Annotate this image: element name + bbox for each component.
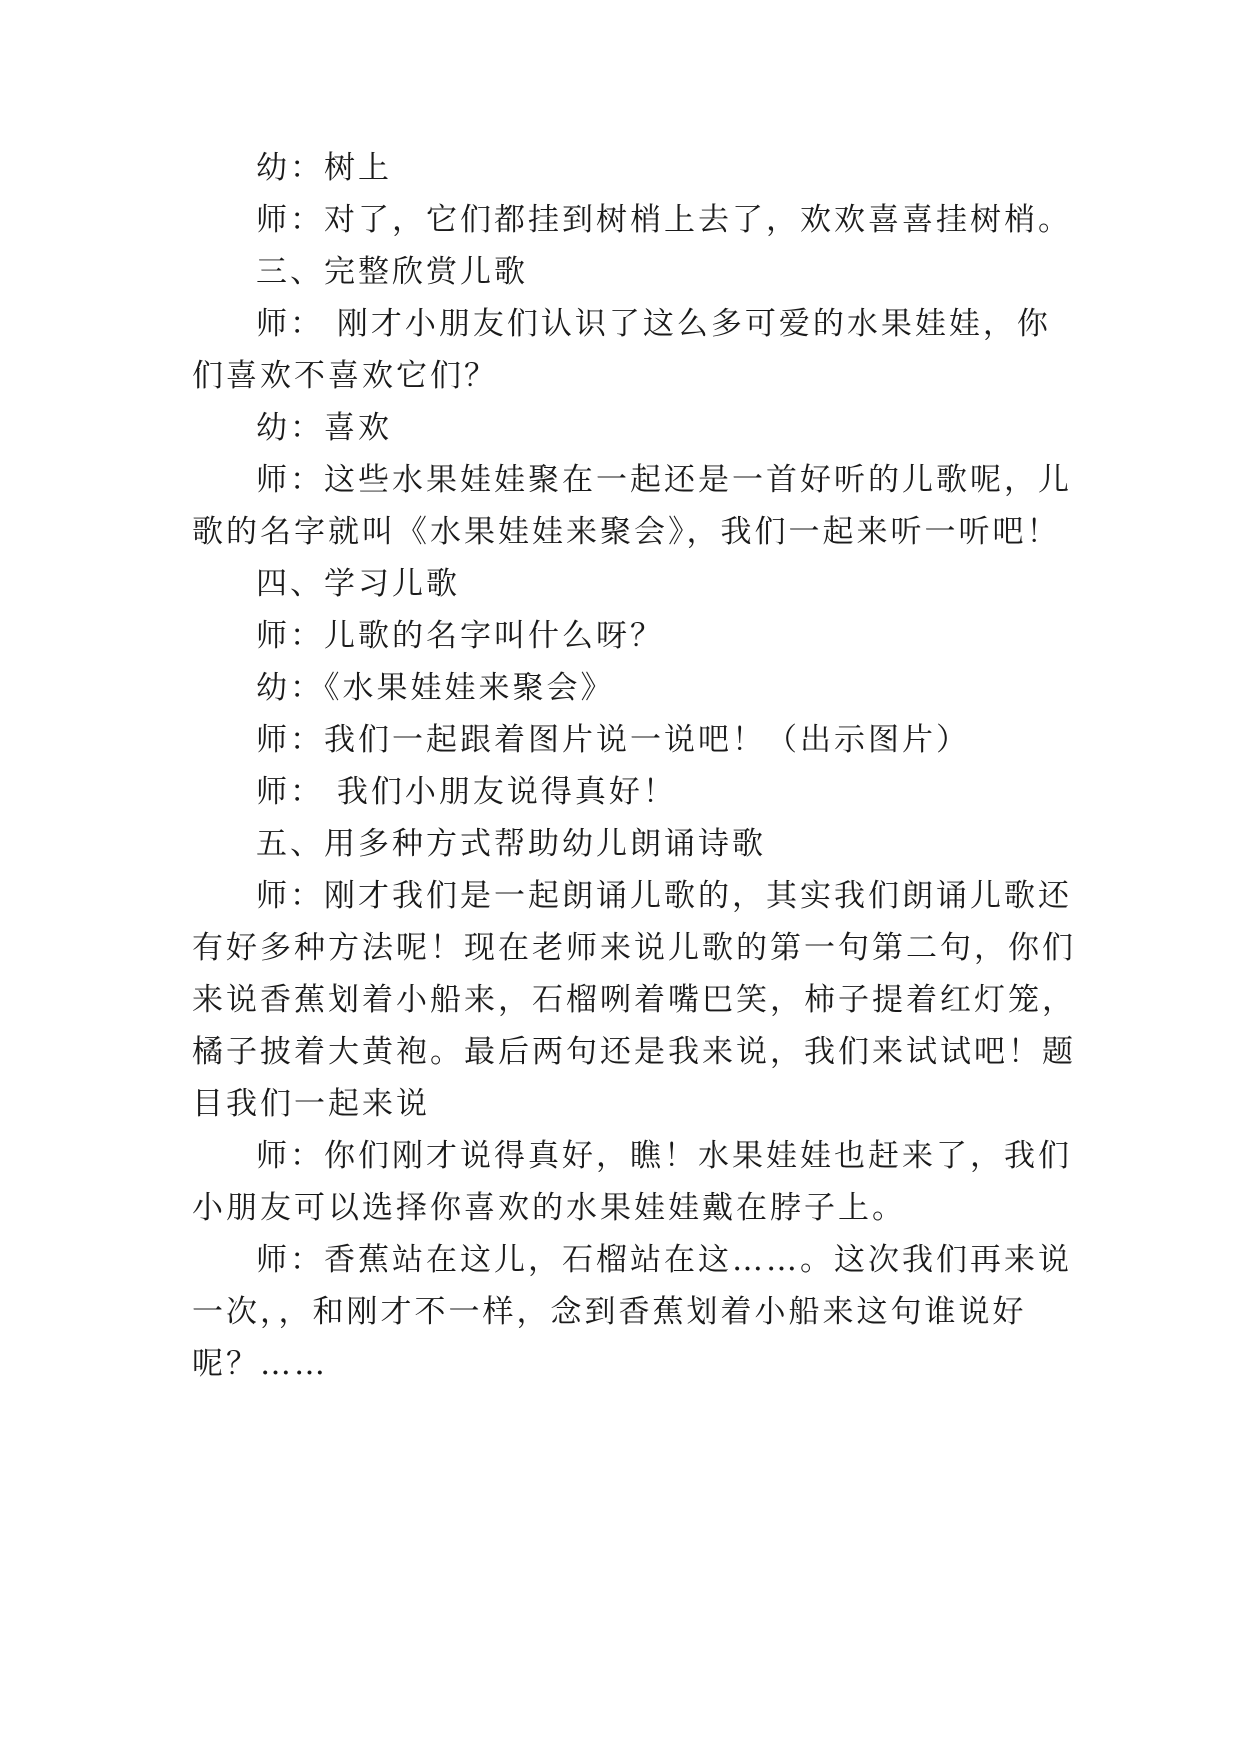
paragraph-line: 幼：喜欢 — [256, 410, 392, 446]
paragraph-line: 师：刚才我们是一起朗诵儿歌的，其实我们朗诵儿歌还 — [256, 878, 1072, 914]
paragraph-line: 幼：《水果娃娃来聚会》 — [256, 670, 615, 706]
paragraph-line: 幼：树上 — [256, 150, 392, 186]
paragraph-line: 小朋友可以选择你喜欢的水果娃娃戴在脖子上。 — [192, 1190, 906, 1226]
paragraph-line: 一次，，和刚才不一样，念到香蕉划着小船来这句谁说好 — [192, 1294, 1027, 1330]
section-heading: 四、学习儿歌 — [256, 566, 460, 602]
paragraph-line: 师： 刚才小朋友们认识了这么多可爱的水果娃娃，你 — [256, 306, 1051, 342]
section-heading: 三、完整欣赏儿歌 — [256, 254, 528, 290]
paragraph-line: 有好多种方法呢！现在老师来说儿歌的第一句第二句，你们 — [192, 930, 1076, 966]
paragraph-line: 师：你们刚才说得真好，瞧！水果娃娃也赶来了，我们 — [256, 1138, 1072, 1174]
paragraph-line: 师：对了，它们都挂到树梢上去了，欢欢喜喜挂树梢。 — [256, 202, 1072, 238]
paragraph-line: 橘子披着大黄袍。最后两句还是我来说，我们来试试吧！题 — [192, 1034, 1076, 1070]
paragraph-line: 师：我们一起跟着图片说一说吧！（出示图片） — [256, 722, 970, 758]
paragraph-line: 来说香蕉划着小船来，石榴咧着嘴巴笑，柿子提着红灯笼， — [192, 982, 1076, 1018]
paragraph-line: 呢？…… — [192, 1346, 328, 1382]
paragraph-line: 师：这些水果娃娃聚在一起还是一首好听的儿歌呢，儿 — [256, 462, 1072, 498]
paragraph-line: 师：香蕉站在这儿，石榴站在这……。这次我们再来说 — [256, 1242, 1072, 1278]
paragraph-line: 歌的名字就叫《水果娃娃来聚会》，我们一起来听一听吧！ — [192, 514, 1061, 550]
paragraph-line: 们喜欢不喜欢它们？ — [192, 358, 498, 394]
paragraph-line: 师： 我们小朋友说得真好！ — [256, 774, 677, 810]
paragraph-line: 目我们一起来说 — [192, 1086, 430, 1122]
section-heading: 五、用多种方式帮助幼儿朗诵诗歌 — [256, 826, 766, 862]
paragraph-line: 师：儿歌的名字叫什么呀？ — [256, 618, 664, 654]
